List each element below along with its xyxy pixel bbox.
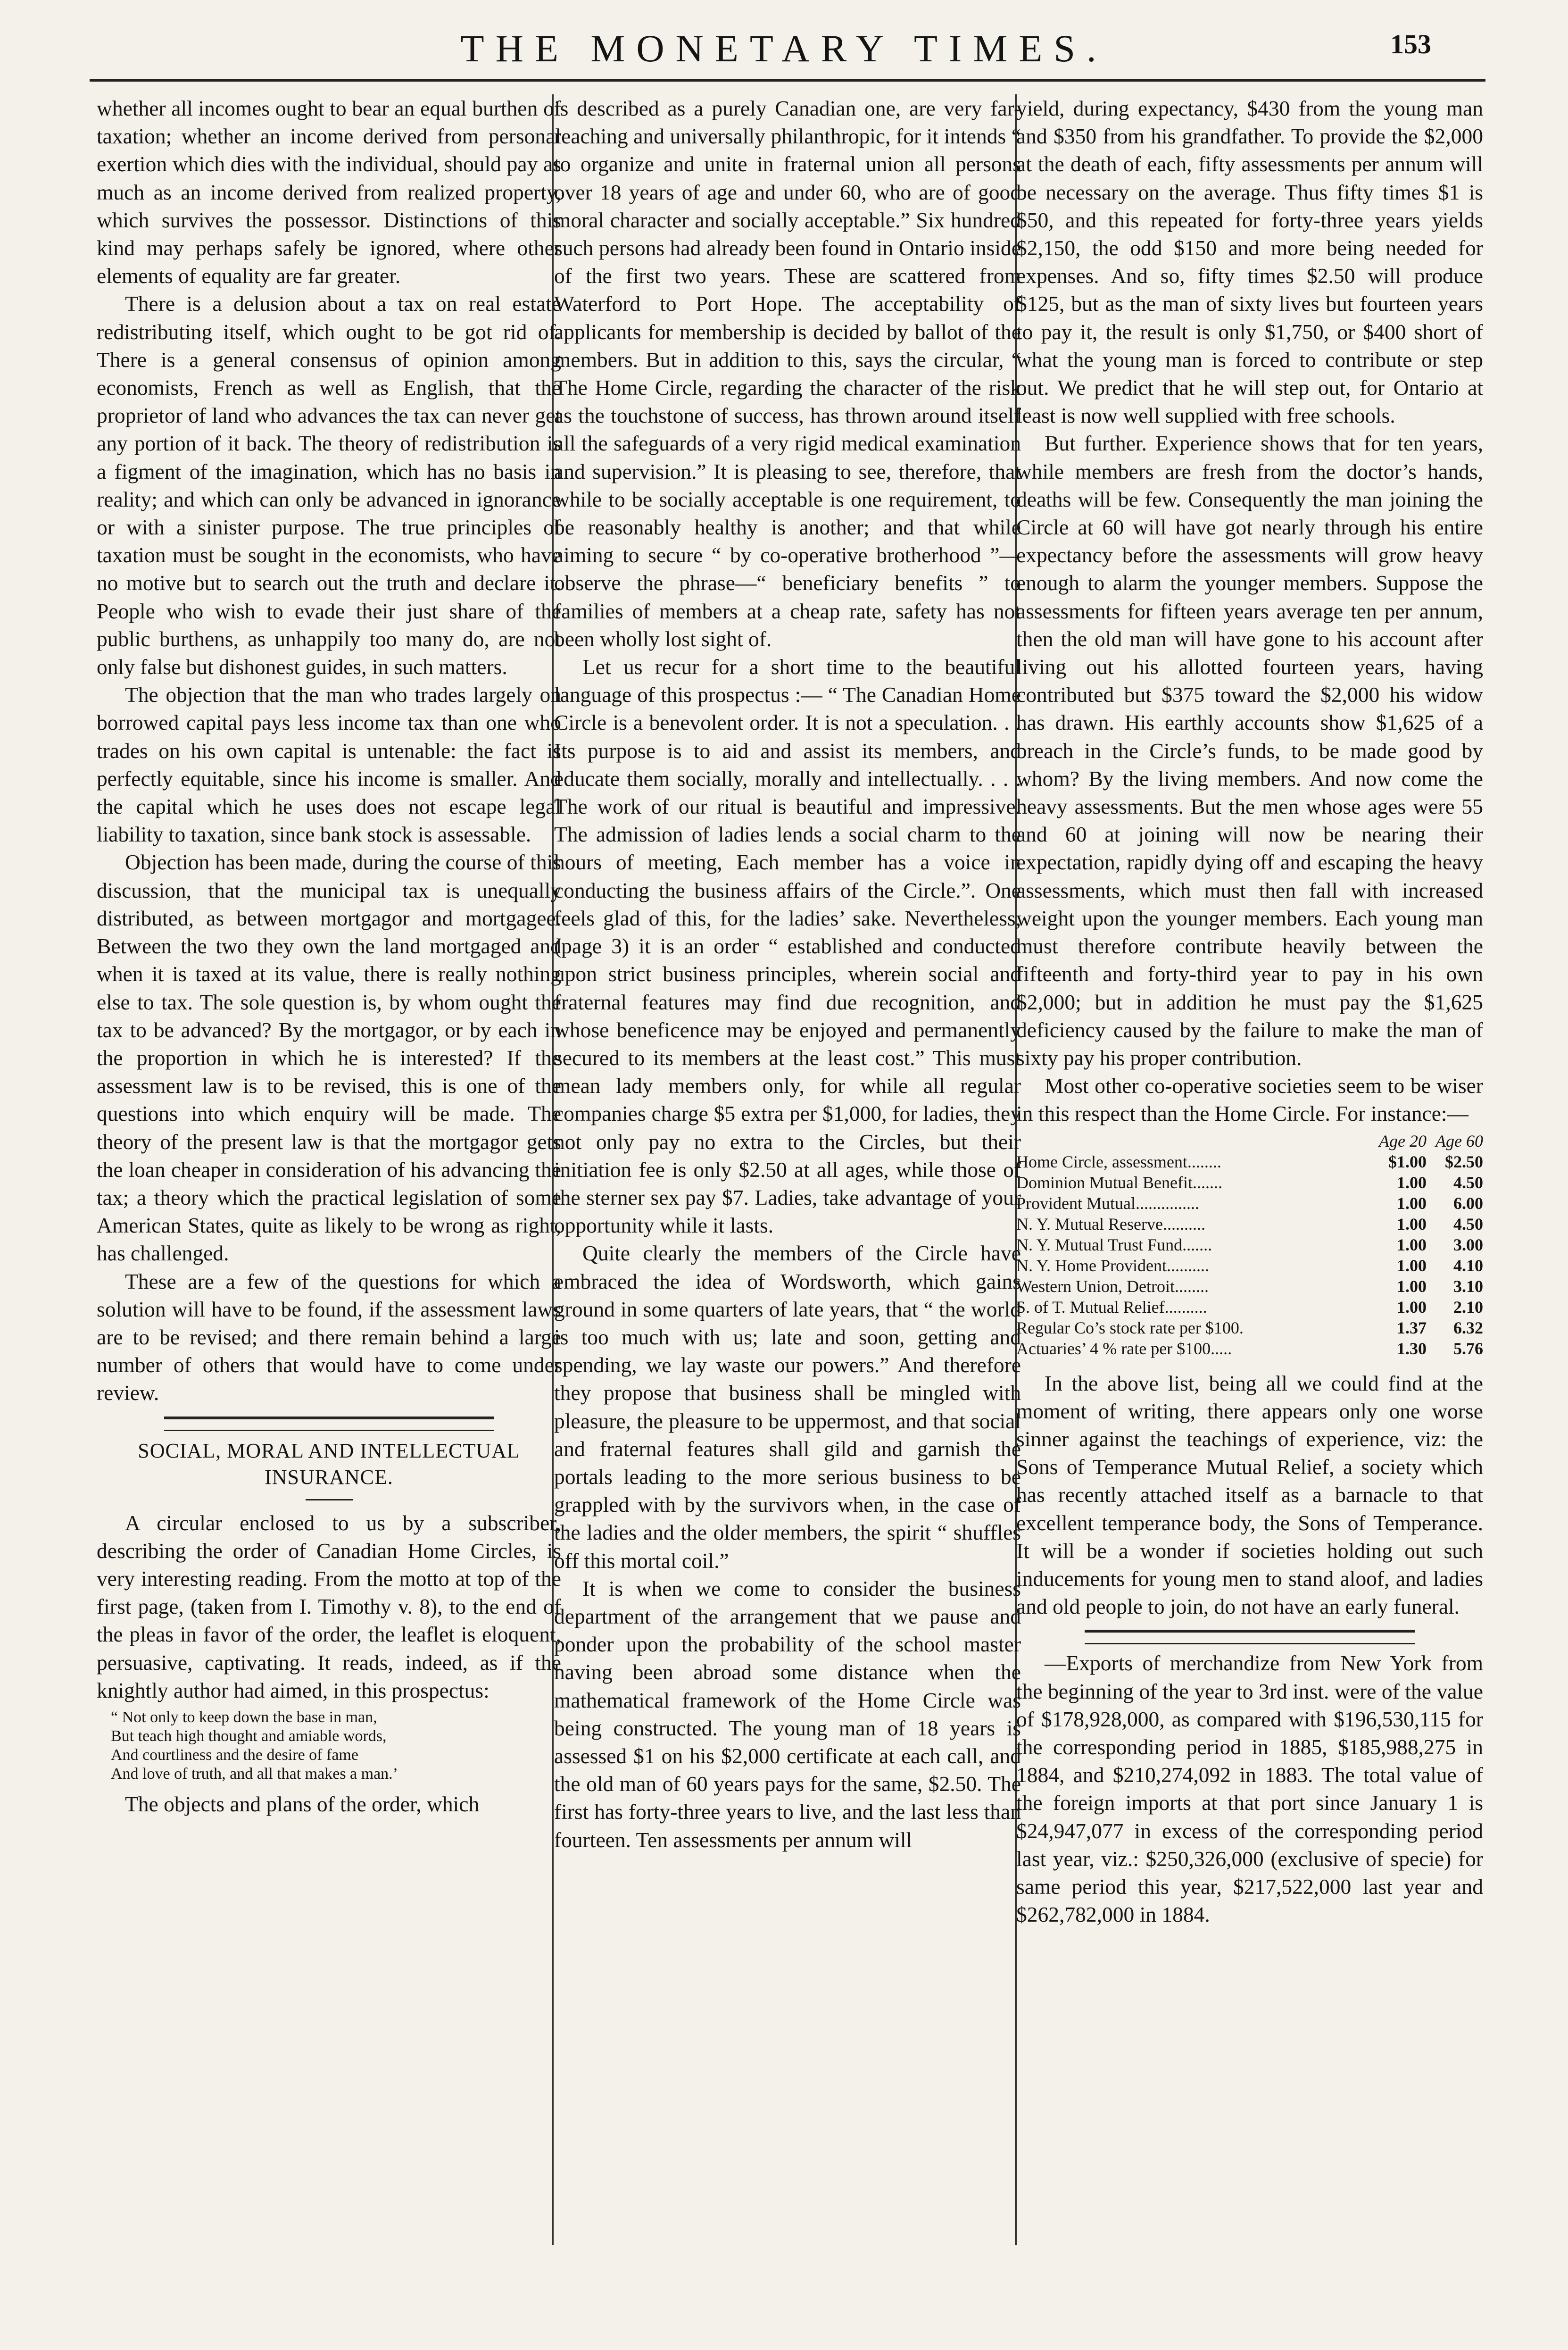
rate-age20: 1.30	[1397, 1339, 1427, 1358]
column-1	[97, 94, 561, 2245]
society-name: Western Union, Detroit........	[1016, 1276, 1209, 1296]
rate-age20: 1.00	[1397, 1297, 1427, 1317]
verse-line: And love of truth, and all that makes a man.’	[111, 1765, 398, 1783]
paragraph: Quite clearly the members of the Circle have embraced the idea of Wordsworth, which gains ground in some quarters of late years, that “ the world is too much with us; late and soon, getting and spending, we lay waste our powers.” And therefore they propose that business shall be mingled with pleasure, the pleasure to be uppermost, and that social and fraternal features shall gild and garnish the portals leading to the more serious business to be grappled with by the survivors when, in the case of the ladies and the older members, the spirit “ shuffles off this mortal coil.”	[554, 1241, 1021, 1573]
paragraph: whether all incomes ought to bear an equal burthen of taxation; whether an income derived from personal exertion which dies with the individual, should pay as much as an income derived from realized property, which survives the possessor. Distinctions of this kind may perhaps safely be ignored, where other elements of equality are far greater.	[97, 96, 561, 288]
rate-age60: 4.50	[1453, 1214, 1483, 1233]
rate-age60: 6.00	[1453, 1193, 1483, 1213]
rates-row	[1016, 1151, 1483, 1172]
paragraph: It is when we come to consider the business department of the arrangement that we pause and ponder upon the probability of the school master having been abroad some distance when the mathematical framework of the Home Circle was being constructed. The young man of 18 years is assessed $1 on his $2,000 certificate at each call, and the old man of 60 years pays for the same, $2.50. The first has forty-three years to live, and the last less than fourteen. Ten assessments per annum will	[554, 1576, 1021, 1852]
rates-header-row	[1016, 1131, 1483, 1151]
paragraph: Objection has been made, during the course of this discussion, that the municipal tax is unequally distributed, as between mortgagor and mortgagee. Between the two they own the land mortgaged and when it is taxed at its value, there is really nothing else to tax. The sole question is, by whom ought the tax to be advanced? By the mortgagor, or by each in the proportion in which he is interested? If the assessment law is to be revised, this is one of the questions into which enquiry will be made. The theory of the present law is that the mortgagor gets the loan cheaper in consideration of his advancing the tax; a theory which the practical legislation of some American States, quite as likely to be wrong as right, has challenged.	[97, 850, 561, 1266]
rate-age20: 1.37	[1397, 1318, 1427, 1337]
masthead-rule	[90, 79, 1485, 82]
column-2	[554, 94, 1021, 2245]
rates-row	[1016, 1255, 1483, 1276]
rates-row	[1016, 1172, 1483, 1193]
society-name: Actuaries’ 4 % rate per $100.....	[1016, 1339, 1232, 1358]
paragraph: —Exports of merchandize from New York from the beginning of the year to 3rd inst. were of the value of $178,928,000, as compared with $196,530,115 for the corresponding period in 1885, $185,988,275 in 1884, and $210,274,092 in 1883. The total value of the foreign imports at that port since January 1 is $24,947,077 in excess of the corresponding period last year, viz.: $250,326,000 (exclusive of specie) for same period this year, $217,522,000 last year and $262,782,000 in 1884.	[1016, 1651, 1483, 1927]
paragraph: These are a few of the questions for which a solution will have to be found, if the assessment laws are to be revised; and there remain behind a large number of others that would have to come under review.	[97, 1269, 561, 1405]
rates-row	[1016, 1193, 1483, 1214]
rates-row	[1016, 1297, 1483, 1317]
society-name: Home Circle, assessment........	[1016, 1152, 1221, 1171]
society-name: N. Y. Home Provident..........	[1016, 1256, 1209, 1275]
rate-age60: $2.50	[1445, 1152, 1483, 1171]
society-name: Regular Co’s stock rate per $100.	[1016, 1318, 1244, 1337]
paragraph: A circular enclosed to us by a subscriber, describing the order of Canadian Home Circles, is very interesting reading. From the motto at top of the first page, (taken from I. Timothy v. 8), to the end of the pleas in favor of the order, the leaflet is eloquent, persuasive, captivating. It reads, indeed, as if the knightly author had aimed, in this prospectus:	[97, 1510, 561, 1702]
paragraph: yield, during expectancy, $430 from the young man and $350 from his grandfather. To provide the $2,000 at the death of each, fifty assessments per annum will be necessary on the average. Thus fifty times $1 is $50, and this repeated for forty-three years yields $2,150, the odd $150 and more being needed for expenses. And so, fifty times $2.50 will produce $125, but as the man of sixty lives but fourteen years to pay it, the result is only $1,750, or $400 short of what the young man is forced to contribute or step out. We predict that he will step out, for Ontario at least is now well supplied with free schools.	[1016, 96, 1483, 428]
rates-row	[1016, 1317, 1483, 1338]
rate-age60: 4.50	[1453, 1173, 1483, 1192]
paragraph: There is a delusion about a tax on real estate redistributing itself, which ought to be got rid of. There is a general consensus of opinion among economists, French as well as English, that the proprietor of land who advances the tax can never get any portion of it back. The theory of redistribution is a figment of the imagination, which has no basis in reality; and which can only be advanced in ignorance or with a sinister purpose. The true principles of taxation must be sought in the economists, who have no motive but to search out the truth and declare it. People who wish to evade their just share of the public burthens, as unhappily too many do, are not only false but dishonest guides, in such matters.	[97, 292, 561, 679]
paragraph: Let us recur for a short time to the beautiful language of this prospectus :— “ The Canadian Home Circle is a benevolent order. It is not a speculation. . . Its purpose is to aid and assist its members, and educate them socially, morally and intellectually. . . . The work of our ritual is beautiful and impressive. The admission of ladies lends a social charm to the hours of meeting, Each member has a voice in conducting the business affairs of the Circle.”. One feels glad of this, for the ladies’ sake. Nevertheless, (page 3) it is an order “ established and conducted upon strict business principles, wherein social and fraternal features may find due recognition, and whose beneficence may be enjoyed and permanently secured to its members at the least cost.” This must mean lady members only, for while all regular companies charge $5 extra per $1,000, for ladies, they not only pay no extra to the Circles, but their initiation fee is only $2.50 at all ages, while those of the sterner sex pay $7. Ladies, take advantage of your opportunity while it lasts.	[554, 655, 1021, 1238]
rate-age20: 1.00	[1397, 1193, 1427, 1213]
rate-age60: 6.32	[1453, 1318, 1483, 1337]
paragraph: But further. Experience shows that for ten years, while members are fresh from the doctor’s hands, deaths will be few. Consequently the man joining the Circle at 60 will have got nearly through his entire expectancy before the assessments will grow heavy enough to alarm the younger members. Suppose the assessments for fifteen years average ten per annum, then the old man will have gone to his account after living out his allotted fourteen years, having contributed but $375 toward the $2,000 his widow has drawn. His earthly accounts show $1,625 of a breach in the Circle’s funds, to be made good by whom? By the living members. And now come the heavy assessments. But the men whose ages were 55 and 60 at joining will now be nearing their expectation, rapidly dying off and escaping the heavy assessments, which must then fall with increased weight upon the younger members. Each young man must therefore contribute heavily between the fifteenth and forty-third year to pay in his own $2,000; but in addition he must pay the $1,625 deficiency caused by the failure to make the man of sixty pay his proper contribution.	[1016, 431, 1483, 1070]
verse-line: And courtliness and the desire of fame	[111, 1746, 358, 1764]
rate-age20: 1.00	[1397, 1256, 1427, 1275]
rates-row	[1016, 1234, 1483, 1255]
column-3	[1016, 94, 1483, 2245]
page-number: 153	[1390, 29, 1431, 59]
society-name: Provident Mutual...............	[1016, 1193, 1199, 1213]
rate-age60: 4.10	[1453, 1256, 1483, 1275]
society-name: Dominion Mutual Benefit.......	[1016, 1173, 1222, 1192]
paragraph: The objects and plans of the order, which	[125, 1792, 480, 1816]
society-name: S. of T. Mutual Relief..........	[1016, 1297, 1207, 1317]
verse-line: But teach high thought and amiable words,	[111, 1727, 387, 1745]
rate-age20: 1.00	[1397, 1173, 1427, 1192]
section-divider	[164, 1417, 494, 1431]
newspaper-title: THE MONETARY TIMES.	[460, 27, 1108, 70]
rate-age60: 5.76	[1453, 1339, 1483, 1358]
paragraph: The objection that the man who trades largely on borrowed capital pays less income tax than one who trades on his own capital is untenable: the fact is perfectly equitable, since his income is smaller. And the capital which he uses does not escape legal liability to taxation, since bank stock is assessable.	[97, 683, 561, 847]
paragraph: is described as a purely Canadian one, are very far-reaching and universally philanthropic, for it intends “ to organize and unite in fraternal union all persons over 18 years of age and under 60, who are of good moral character and socially acceptable.” Six hundred such persons had already been found in Ontario inside of the first two years. These are scattered from Waterford to Port Hope. The acceptability of applicants for membership is decided by ballot of the members. But in addition to this, says the circular, “ The Home Circle, regarding the character of the risk as the touchstone of success, has thrown around itself all the safeguards of a very rigid medical examination and supervision.” It is pleasing to see, therefore, that while to be socially acceptable is one requirement, to be reasonably healthy is another; and that while aiming to secure “ by co-operative brotherhood ”—observe the phrase—“ beneficiary benefits ” to families of members at a cheap rate, safety has not been wholly lost sight of.	[554, 96, 1021, 651]
header-age20: Age 20	[1379, 1131, 1427, 1150]
paragraph: Most other co-operative societies seem to be wiser in this respect than the Home Circle. For instance:—	[1016, 1074, 1483, 1126]
paragraph: In the above list, being all we could find at the moment of writing, there appears only one worse sinner against the teachings of experience, viz: the Sons of Temperance Mutual Relief, a society which has recently attached itself as a barnacle to that excellent temperance body, the Sons of Temperance. It will be a wonder if societies holding out such inducements for young men to stand aloof, and ladies and old people to join, do not have an early funeral.	[1016, 1371, 1483, 1619]
society-name: N. Y. Mutual Reserve..........	[1016, 1214, 1205, 1233]
rate-age60: 3.10	[1453, 1276, 1483, 1296]
quoted-verse	[111, 1708, 561, 1783]
heading-rule	[306, 1499, 353, 1500]
rate-age20: $1.00	[1388, 1152, 1427, 1171]
rate-age20: 1.00	[1397, 1276, 1427, 1296]
section-divider	[1085, 1630, 1415, 1644]
rate-age20: 1.00	[1397, 1235, 1427, 1254]
rate-age60: 2.10	[1453, 1297, 1483, 1317]
rates-table	[1016, 1131, 1483, 1359]
rate-age60: 3.00	[1453, 1235, 1483, 1254]
rate-age20: 1.00	[1397, 1214, 1427, 1233]
rates-row	[1016, 1276, 1483, 1297]
verse-line: “ Not only to keep down the base in man,	[111, 1708, 377, 1726]
article-heading: SOCIAL, MORAL AND INTELLECTUAL INSURANCE.	[138, 1439, 520, 1489]
society-name: N. Y. Mutual Trust Fund.......	[1016, 1235, 1212, 1254]
rates-row	[1016, 1214, 1483, 1234]
rates-row	[1016, 1338, 1483, 1359]
header-age60: Age 60	[1435, 1131, 1483, 1150]
